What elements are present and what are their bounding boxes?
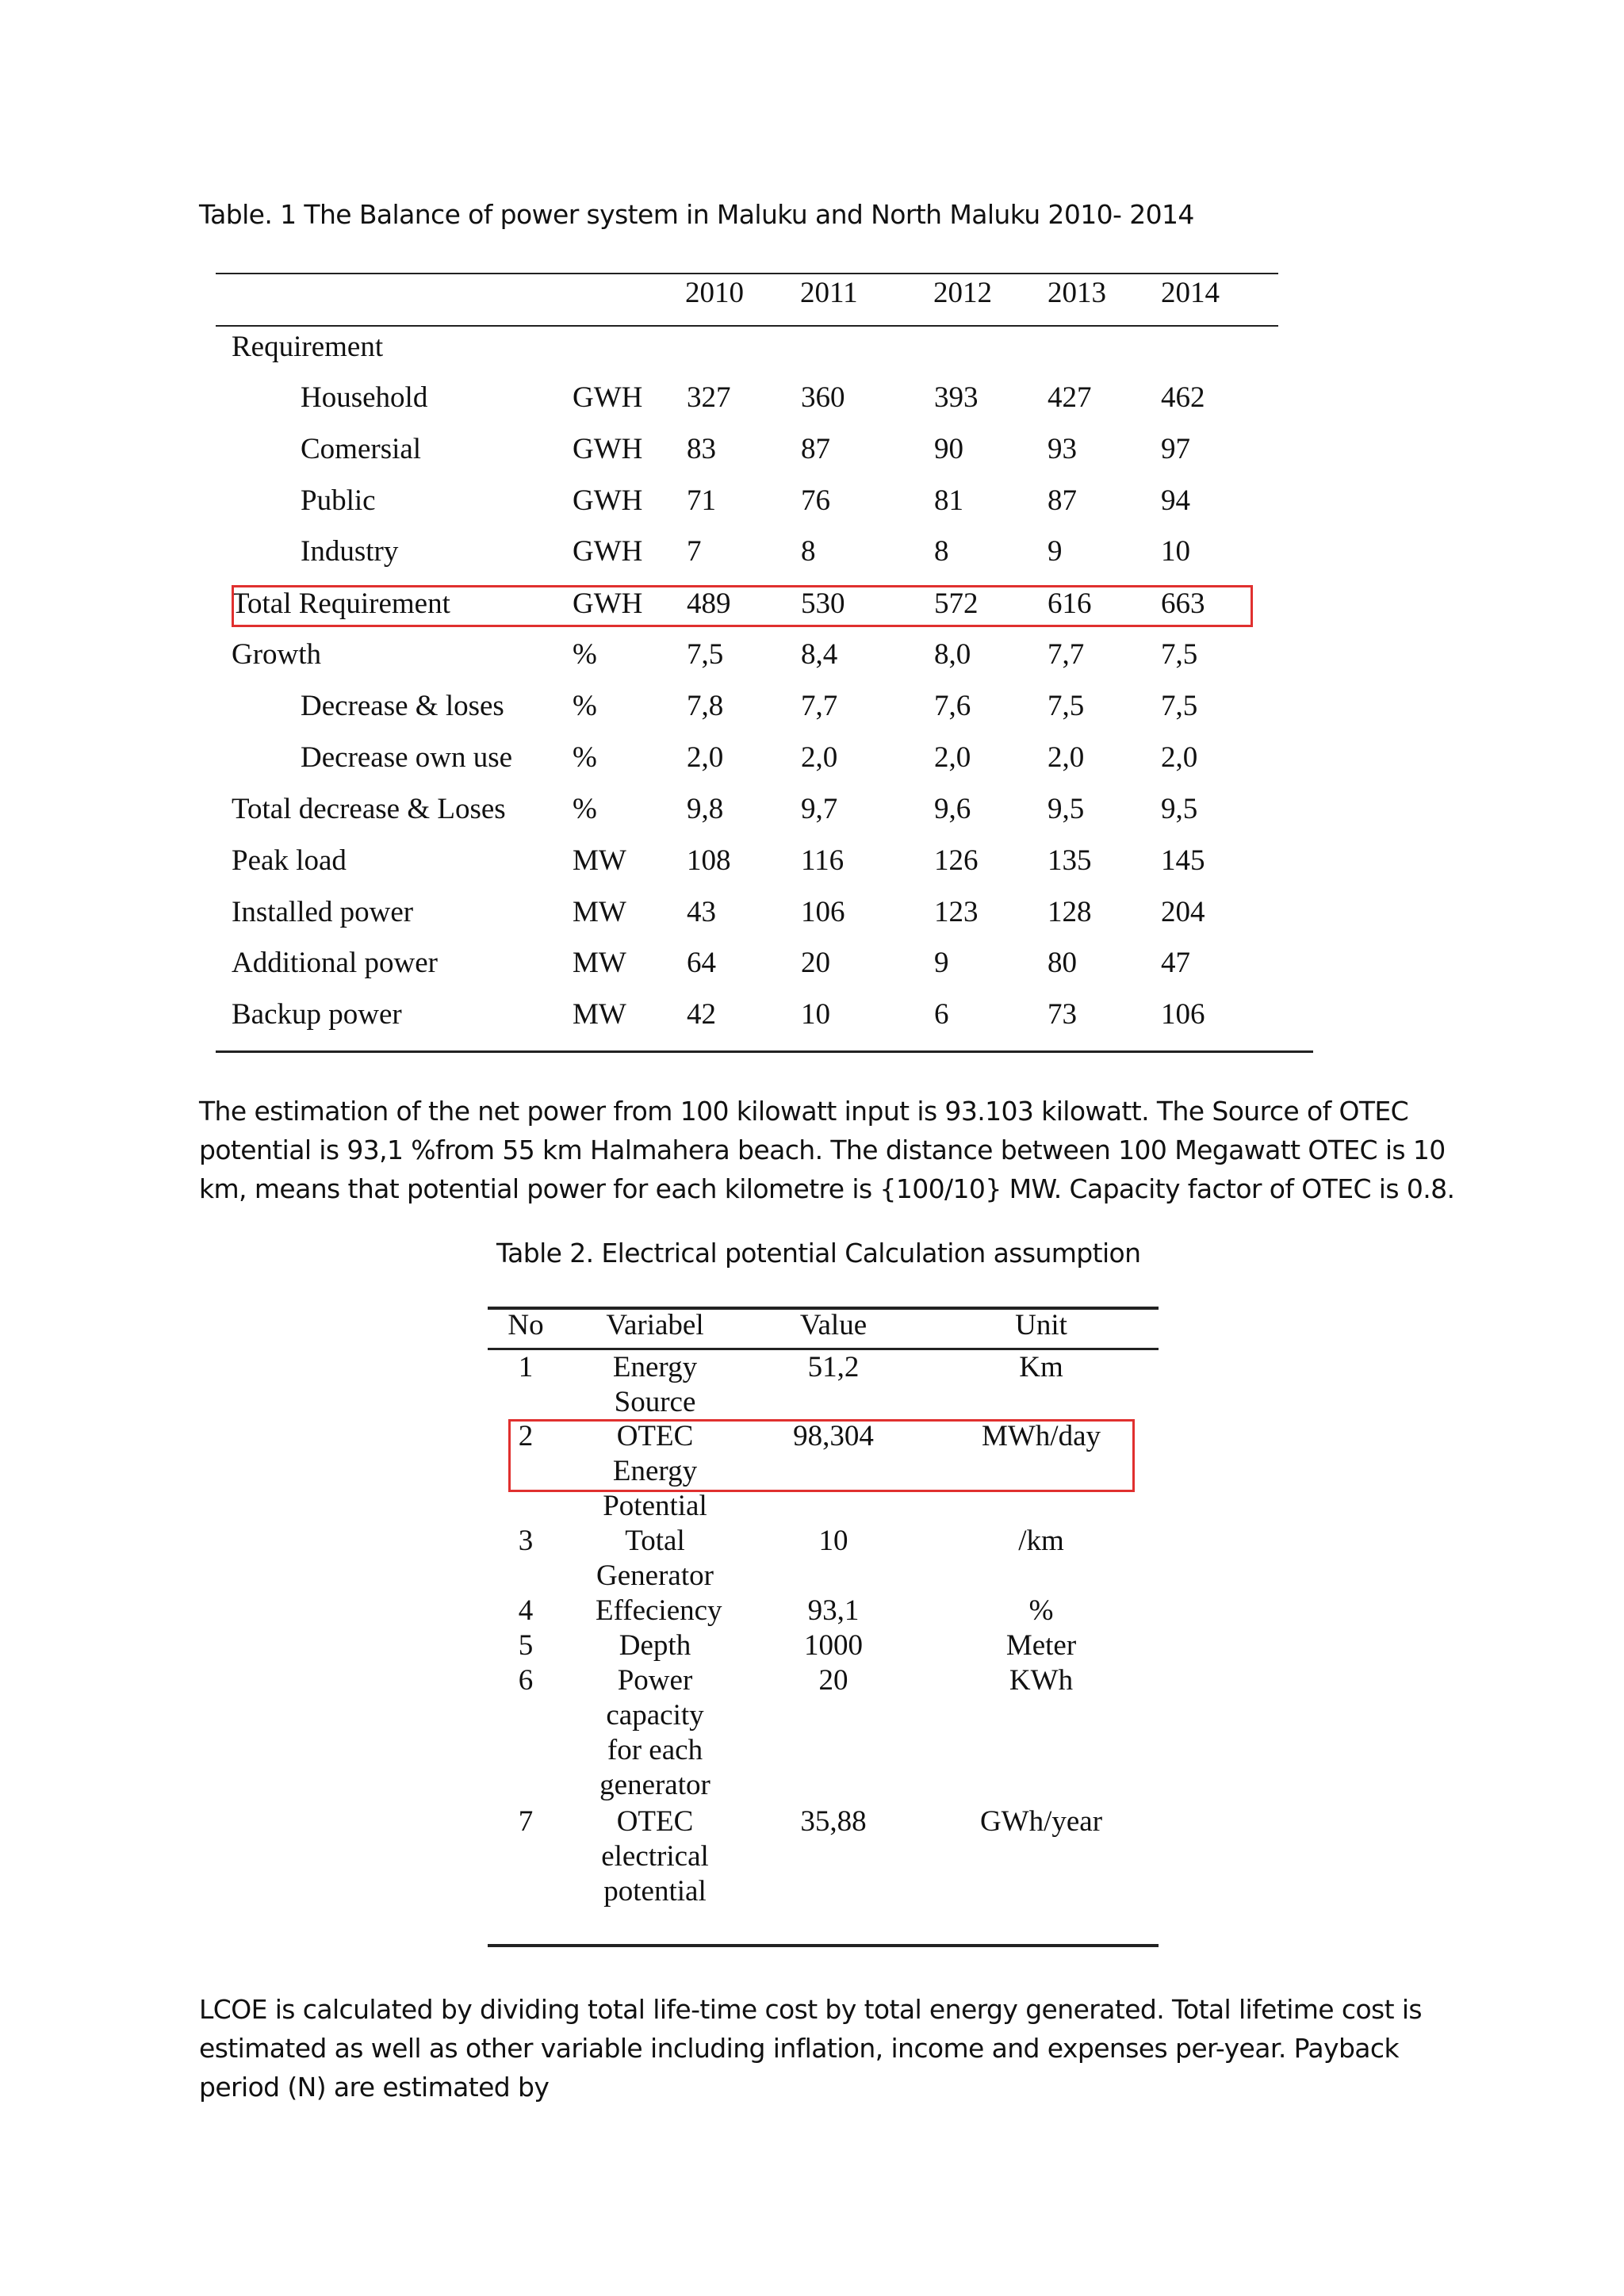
table2-cell-unit: Meter	[1005, 1629, 1077, 1662]
table1-cell: 73	[1048, 998, 1077, 1031]
table1-cell: 81	[934, 484, 963, 517]
table1-cell: 10	[801, 998, 830, 1031]
table1-cell: 87	[801, 433, 830, 465]
table2-cell-unit: MWh/day	[981, 1420, 1101, 1452]
table1-cell: 8	[934, 535, 949, 568]
table1-row-unit: MW	[573, 896, 626, 928]
table1-row-label: Total Requirement	[232, 587, 450, 620]
table1-cell: 10	[1161, 535, 1190, 568]
table1-cell: 8,0	[934, 638, 971, 671]
table2-cell-no: 2	[518, 1420, 534, 1452]
table1-year-header: 2014	[1161, 277, 1220, 309]
table1-cell: 8,4	[801, 638, 838, 671]
table1-cell: 2,0	[1048, 741, 1085, 774]
table1-cell: 83	[687, 433, 716, 465]
table2-cell-unit: KWh	[1009, 1664, 1074, 1697]
table1-cell: 47	[1161, 947, 1190, 979]
table1-year-header: 2012	[933, 277, 992, 309]
table1-cell: 9,5	[1048, 793, 1085, 825]
table1-cell: 7,6	[934, 690, 971, 722]
paragraph-net-power	[199, 1092, 1454, 1208]
table2-cell-value: 20	[818, 1664, 848, 1697]
paragraph-line: The estimation of the net power from 100 kilowatt input is 93.103 kilowatt. The Source of OTEC	[199, 1096, 1409, 1127]
table2-cell-value: 98,304	[793, 1420, 874, 1452]
table1-row-label: Total decrease & Loses	[232, 793, 506, 825]
table1-cell: 9	[934, 947, 949, 979]
table1-row-label: Installed power	[232, 896, 414, 928]
table1-cell: 128	[1048, 896, 1092, 928]
table1-cell: 204	[1161, 896, 1205, 928]
table1-cell: 616	[1048, 587, 1092, 620]
table1-highlight-box	[232, 585, 1253, 627]
table1-cell: 90	[934, 433, 963, 465]
table1-top-rule	[216, 273, 1278, 274]
table1-row-unit: GWH	[573, 484, 643, 517]
table2-cell-value: 1000	[804, 1629, 863, 1662]
table2-cell-no: 7	[518, 1805, 534, 1838]
table1-row-unit: %	[573, 638, 597, 671]
table1-cell: 116	[801, 844, 845, 877]
table1-row-unit: MW	[573, 947, 626, 979]
table1-cell: 2,0	[687, 741, 724, 774]
table1-cell: 2,0	[1161, 741, 1198, 774]
table1-header-rule	[216, 325, 1278, 327]
table1-row-unit: %	[573, 690, 597, 722]
table1-cell: 427	[1048, 381, 1092, 414]
table2-bottom-rule	[488, 1944, 1159, 1947]
table2-cell-variable: OTEC electrical potential	[601, 1805, 709, 1908]
table1-cell: 489	[687, 587, 731, 620]
paragraph-lcoe	[199, 1990, 1422, 2107]
table2-cell-unit: %	[1028, 1594, 1054, 1627]
table1-cell: 7,5	[1161, 690, 1198, 722]
table1-row-unit: GWH	[573, 381, 643, 414]
table1-cell: 94	[1161, 484, 1190, 517]
table1-cell: 462	[1161, 381, 1205, 414]
table1-row-unit: MW	[573, 998, 626, 1031]
table1-row-label: Additional power	[232, 947, 438, 979]
table1-year-header: 2013	[1048, 277, 1106, 309]
table1-cell: 97	[1161, 433, 1190, 465]
table1-cell: 7,7	[801, 690, 838, 722]
table1-row-label: Peak load	[232, 844, 347, 877]
table1-row-label: Public	[301, 484, 376, 517]
table2-highlight-box	[508, 1419, 1135, 1492]
table1-cell: 572	[934, 587, 979, 620]
table2-cell-value: 93,1	[807, 1594, 860, 1627]
table2-cell-no: 5	[518, 1629, 534, 1662]
table1-bottom-rule	[216, 1050, 1313, 1053]
table2-cell-value: 51,2	[807, 1351, 860, 1383]
paragraph-line: km, means that potential power for each kilometre is {100/10} MW. Capacity factor of OTEC is 0.8.	[199, 1173, 1455, 1204]
table1-cell: 80	[1048, 947, 1077, 979]
table1-cell: 64	[687, 947, 716, 979]
table1-year-header: 2011	[800, 277, 858, 309]
paragraph-line: period (N) are estimated by	[199, 2072, 550, 2103]
table1-cell: 2,0	[934, 741, 971, 774]
table2-cell-variable: Total Generator	[596, 1525, 714, 1592]
table1-cell: 360	[801, 381, 845, 414]
table2-cell-no: 1	[518, 1351, 534, 1383]
table1-cell: 123	[934, 896, 979, 928]
table1-cell: 2,0	[801, 741, 838, 774]
table1-cell: 530	[801, 587, 845, 620]
table1-row-label: Comersial	[301, 433, 422, 465]
table1-cell: 145	[1161, 844, 1205, 877]
table1-cell: 9	[1048, 535, 1063, 568]
table1-cell: 71	[687, 484, 716, 517]
table1-row-label: Backup power	[232, 998, 402, 1031]
table1-cell: 327	[687, 381, 731, 414]
table2-column-header: No	[508, 1309, 544, 1341]
table1-cell: 76	[801, 484, 830, 517]
table2-cell-variable: OTEC Energy Potential	[603, 1420, 707, 1522]
table1-row-label: Industry	[301, 535, 399, 568]
paragraph-line: LCOE is calculated by dividing total life-time cost by total energy generated. Total lifetime cost is	[199, 1994, 1423, 2025]
table1-row-unit: MW	[573, 844, 626, 877]
table2-cell-variable: Energy Source	[612, 1351, 698, 1418]
table2-cell-unit: /km	[1018, 1525, 1064, 1557]
table1-caption: Table. 1 The Balance of power system in Maluku and North Maluku 2010- 2014	[199, 199, 1194, 230]
table2-column-header: Value	[799, 1309, 868, 1341]
table1-row-label: Household	[301, 381, 428, 414]
table1-cell: 7,8	[687, 690, 724, 722]
table2-cell-no: 3	[518, 1525, 534, 1557]
table1-cell: 43	[687, 896, 716, 928]
table1-row-unit: GWH	[573, 587, 643, 620]
table1-cell: 9,8	[687, 793, 724, 825]
table1-cell: 7,5	[687, 638, 724, 671]
table1-cell: 7,7	[1048, 638, 1085, 671]
table1-cell: 7,5	[1048, 690, 1085, 722]
table2-cell-no: 6	[518, 1664, 534, 1697]
table1-row-unit: GWH	[573, 433, 643, 465]
table1-row-label: Growth	[232, 638, 322, 671]
table1-cell: 108	[687, 844, 731, 877]
table2-cell-unit: GWh/year	[979, 1805, 1103, 1838]
table1-row-label: Decrease & loses	[301, 690, 504, 722]
table2-cell-no: 4	[518, 1594, 534, 1627]
table1-cell: 42	[687, 998, 716, 1031]
table1-cell: 106	[1161, 998, 1205, 1031]
table1-cell: 9,7	[801, 793, 838, 825]
table1-cell: 135	[1048, 844, 1092, 877]
table1-row-label: Decrease own use	[301, 741, 513, 774]
table1-cell: 7	[687, 535, 702, 568]
table2-cell-value: 35,88	[800, 1805, 867, 1838]
table2-caption: Table 2. Electrical potential Calculation assumption	[496, 1238, 1141, 1269]
table1-cell: 7,5	[1161, 638, 1198, 671]
table1-row-label: Requirement	[232, 331, 384, 363]
table2-column-header: Unit	[1015, 1309, 1067, 1341]
table1-cell: 6	[934, 998, 949, 1031]
table1-cell: 663	[1161, 587, 1205, 620]
table1-cell: 8	[801, 535, 816, 568]
table1-cell: 93	[1048, 433, 1077, 465]
table1-cell: 393	[934, 381, 979, 414]
table1-year-header: 2010	[685, 277, 744, 309]
table1-cell: 9,6	[934, 793, 971, 825]
table1-cell: 87	[1048, 484, 1077, 517]
table1-cell: 106	[801, 896, 845, 928]
table1-cell: 9,5	[1161, 793, 1198, 825]
table2-cell-variable: Power capacity for each generator	[599, 1664, 710, 1801]
table2-cell-value: 10	[818, 1525, 848, 1557]
table1-row-unit: %	[573, 793, 597, 825]
table1-cell: 126	[934, 844, 979, 877]
table2-cell-unit: Km	[1019, 1351, 1063, 1383]
paragraph-line: estimated as well as other variable including inflation, income and expenses per-year. Payback	[199, 2033, 1399, 2064]
table1-cell: 20	[801, 947, 830, 979]
table1-row-unit: GWH	[573, 535, 643, 568]
table2-column-header: Variabel	[606, 1309, 704, 1341]
table2-cell-variable: Effeciency	[596, 1594, 722, 1627]
table2-cell-variable: Depth	[619, 1629, 691, 1662]
paragraph-line: potential is 93,1 %from 55 km Halmahera beach. The distance between 100 Megawatt OTEC is 10	[199, 1135, 1446, 1165]
table1-row-unit: %	[573, 741, 597, 774]
